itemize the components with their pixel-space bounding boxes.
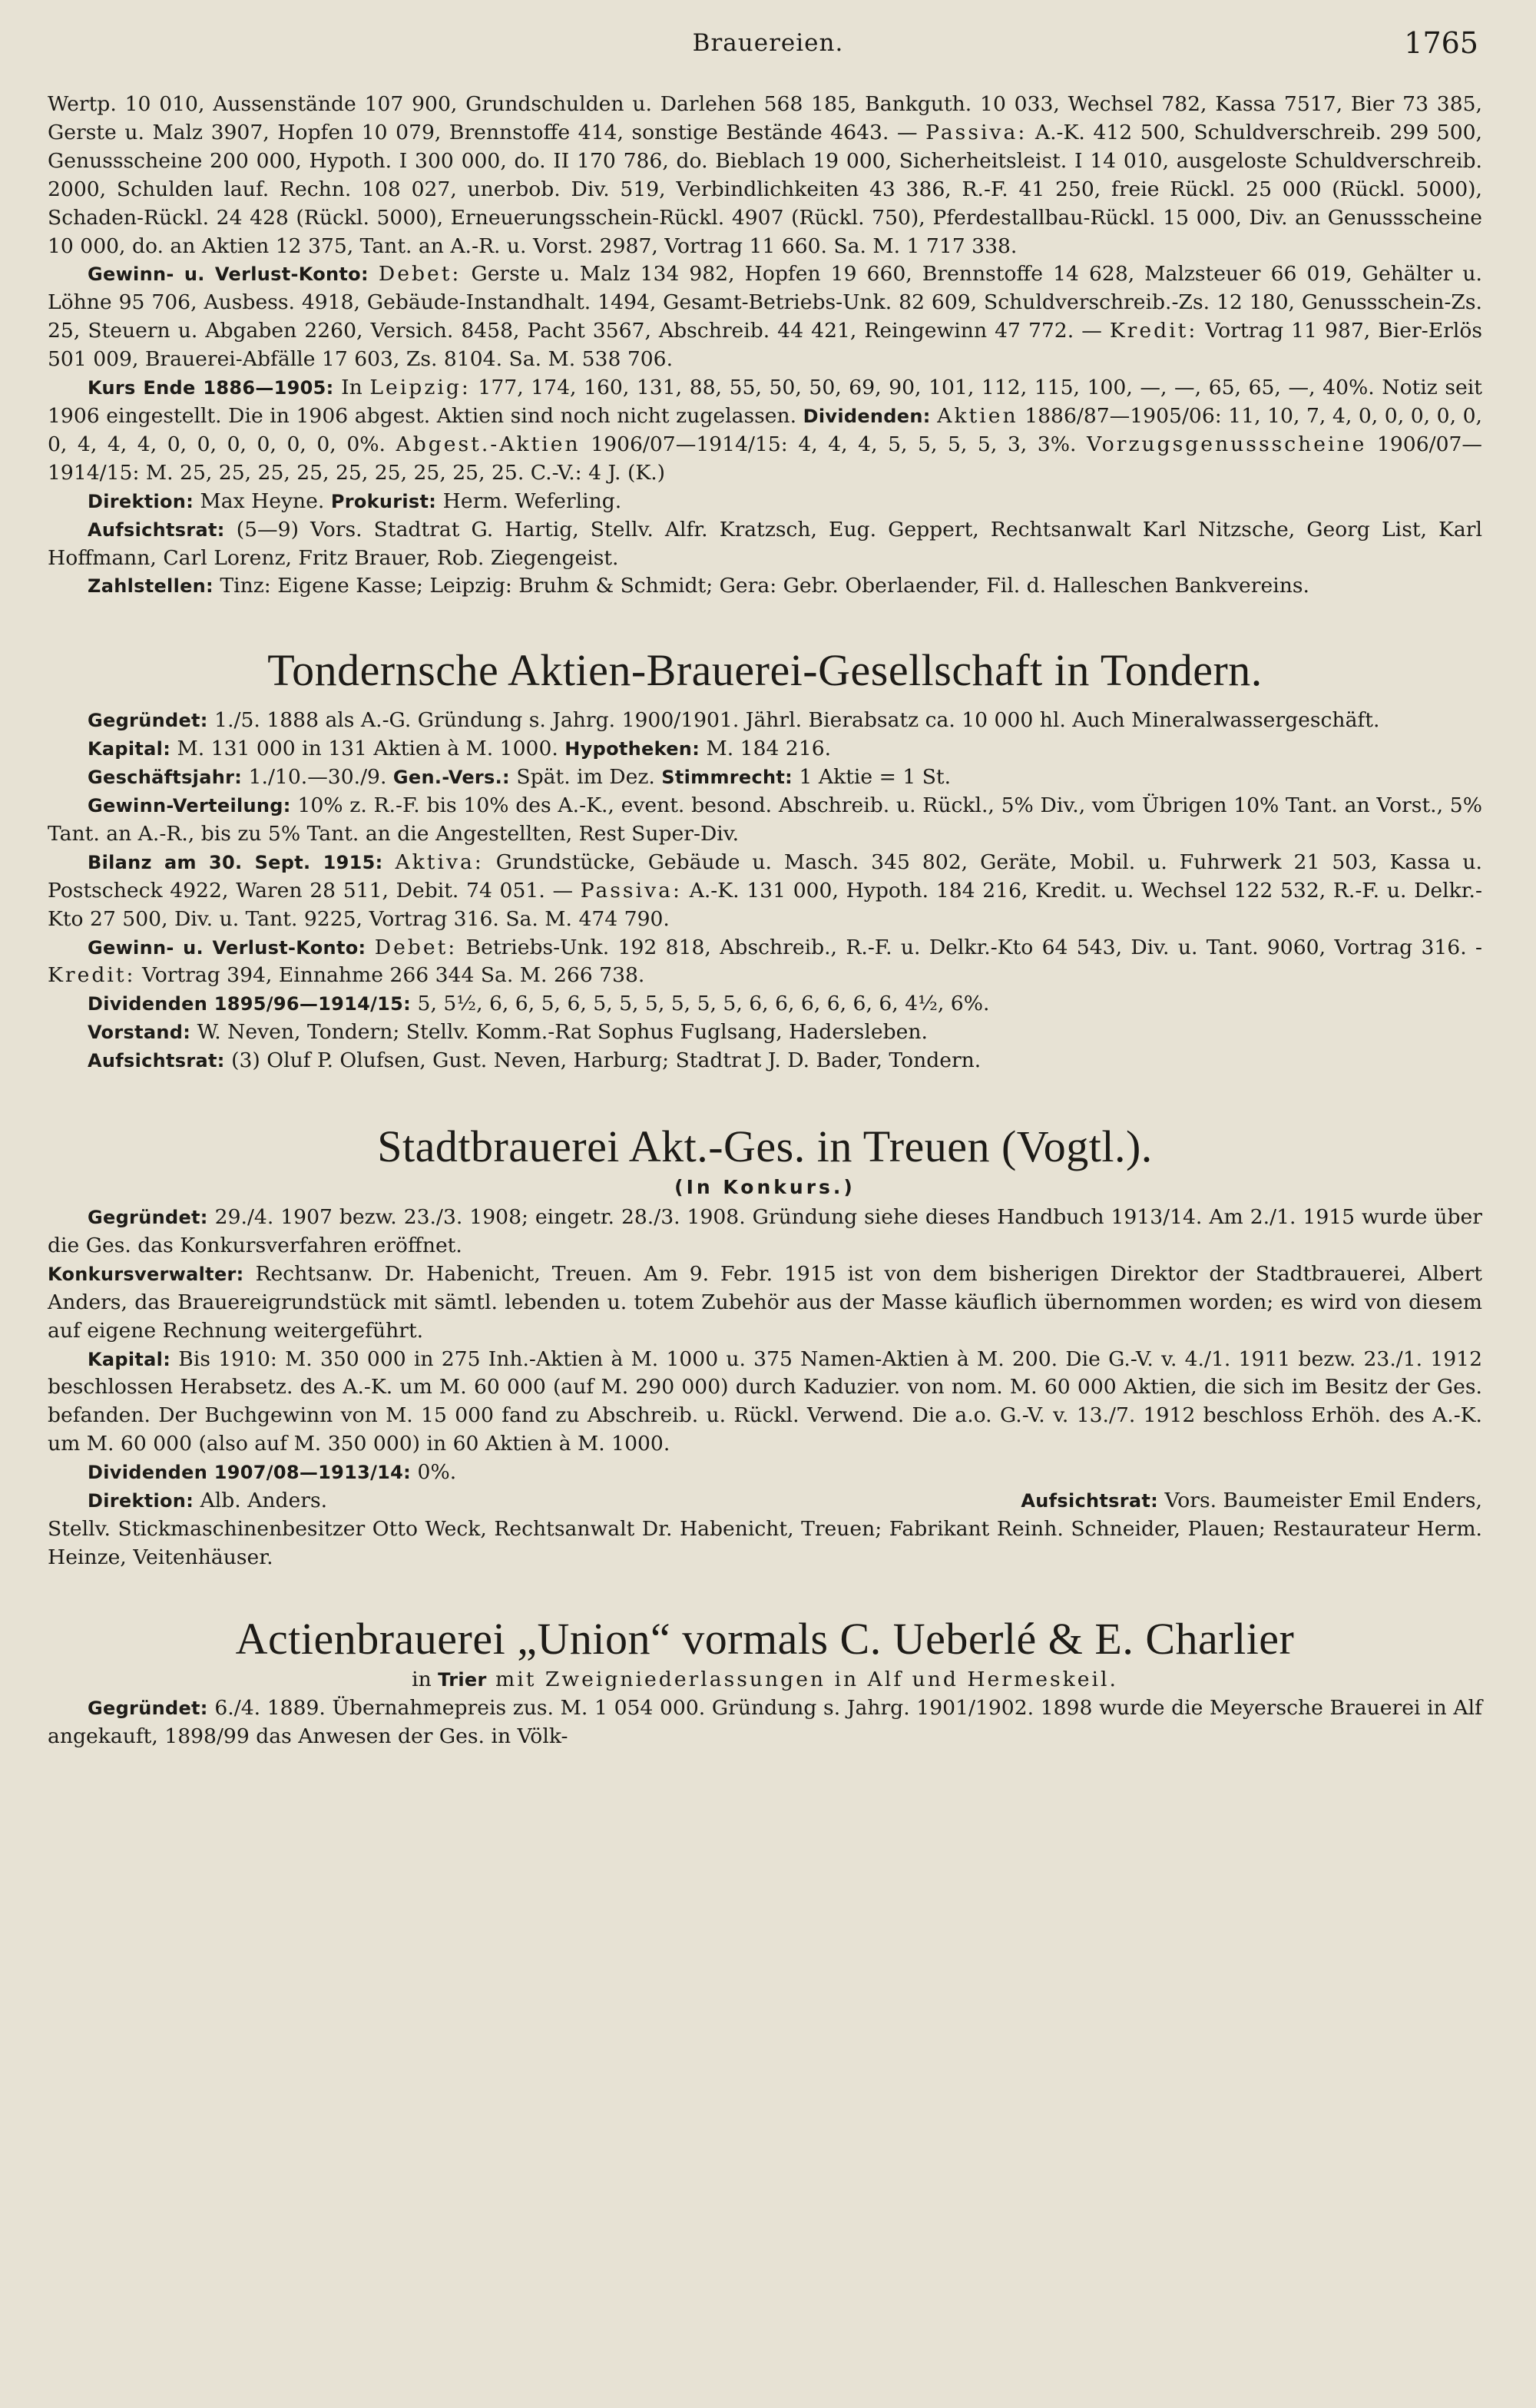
board: Vorstand: W. Neven, Tondern; Stellv. Komm.-Rat Sophus Fuglsang, Hadersleben.: [88, 1020, 928, 1045]
management-row: Direktion: Alb. Anders. Aufsichtsrat: Vors. Baumeister Emil Enders,: [88, 1489, 1482, 1513]
page-header: [0, 26, 1536, 83]
page-number: 1765: [1404, 26, 1478, 60]
dividends: Dividenden 1907/08—1913/14: 0%.: [88, 1460, 457, 1485]
supervisory-board: Aufsichtsrat: (5—9) Vors. Stadtrat G. Hartig, Stellv. Alfr. Kratzsch, Eug. Geppert, Rechtsanwalt Karl Nitzsche, Georg List, Karl Hoffmann, Carl Lorenz, Fritz Brauer, Rob. Ziegengeist.: [48, 517, 1482, 570]
business-year: Geschäftsjahr: 1./10.—30./9. Gen.-Vers.: Spät. im Dez. Stimmrecht: 1 Aktie = 1 St.: [88, 765, 952, 790]
share-prices-dividends: Kurs Ende 1886—1905: In Leipzig: 177, 174, 160, 131, 88, 55, 50, 50, 69, 90, 101, 112, 115, 100, —, —, 65, 65, —, 40%. Notiz seit 1906 eingestellt. Die in 1906 abgest. Aktien sind noch nicht zugelassen. Dividenden: Aktien 1886/87—1905/06: 11, 10, 7, 4, 0, 0, 0, 0, 0, 0, 4, 4, 4, 0, 0, 0, 0, 0, 0, 0%. Abgest.-Aktien 1906/07—1914/15: 4, 4, 4, 5, 5, 5, 5, 3, 3%. Vorzugsgenussscheine 1906/07—1914/15: M. 25, 25, 25, 25, 25, 25, 25, 25, 25. C.-V.: 4 J. (K.): [48, 376, 1483, 485]
receiver: Konkursverwalter: Rechtsanw. Dr. Habenicht, Treuen. Am 9. Febr. 1915 ist von dem bisherigen Direktor der Stadtbrauerei, Albert Anders, das Brauereigrundstück mit sämtl. lebenden u. totem Zubehör aus der Masse käuflich übernommen worden; es wird von diesem auf eigene Rechnung weitergeführt.: [48, 1261, 1482, 1343]
profit-distribution: Gewinn-Verteilung: 10% z. R.-F. bis 10% des A.-K., event. besond. Abschreib. u. Rückl., 5% Div., vom Übrigen 10% Tant. an Vorst., 5% Tant. an A.-R., bis zu 5% Tant. an die Angestellten, Rest Super-Div.: [48, 793, 1482, 846]
balance-sheet: Bilanz am 30. Sept. 1915: Aktiva: Grundstücke, Gebäude u. Masch. 345 802, Geräte, Mobil. u. Fuhrwerk 21 503, Kassa u. Postscheck 4922, Waren 28 511, Debit. 74 051. — Passiva: A.-K. 131 000, Hypoth. 184 216, Kredit. u. Wechsel 122 532, R.-F. u. Delkr.-Kto 27 500, Div. u. Tant. 9225, Vortrag 316. Sa. M. 474 790.: [48, 850, 1482, 931]
profit-loss-account: Gewinn- u. Verlust-Konto: Debet: Gerste u. Malz 134 982, Hopfen 19 660, Brennstoffe 14 628, Malzsteuer 66 019, Gehälter u. Löhne 95 706, Ausbess. 4918, Gebäude-Instandhalt. 1494, Gesamt-Betriebs-Unk. 82 609, Schuldverschreib.-Zs. 12 180, Genussschein-Zs. 25, Steuern u. Abgaben 2260, Versich. 8458, Pacht 3567, Abschreib. 44 421, Reingewinn 47 772. — Kredit: Vortrag 11 987, Bier-Erlös 501 009, Brauerei-Abfälle 17 603, Zs. 8104. Sa. M. 538 706.: [48, 262, 1482, 372]
running-title: Brauereien.: [692, 29, 844, 57]
capital: Kapital: M. 131 000 in 131 Aktien à M. 1000. Hypotheken: M. 184 216.: [88, 737, 832, 761]
profit-loss-account: Gewinn- u. Verlust-Konto: Debet: Betriebs-Unk. 192 818, Abschreib., R.-F. u. Delkr.-Kto 64 543, Div. u. Tant. 9060, Vortrag 316. - Kredit: Vortrag 394, Einnahme 266 344 Sa. M. 266 738.: [48, 935, 1482, 988]
management: Direktion: Max Heyne. Prokurist: Herm. Weferling.: [88, 489, 622, 513]
section-title-treuen: Stadtbrauerei Akt.-Ges. in Treuen (Vogtl.).: [377, 1121, 1153, 1172]
section-title-tondern: Tondernsche Aktien-Brauerei-Gesellschaft in Tondern.: [267, 645, 1263, 696]
text-body: [48, 91, 1482, 1751]
supervisory-board: Aufsichtsrat: (3) Oluf P. Olufsen, Gust. Neven, Harburg; Stadtrat J. D. Bader, Tondern.: [88, 1048, 982, 1073]
section-subtitle: in Trier mit Zweigniederlassungen in Alf und Hermeskeil.: [412, 1667, 1118, 1691]
balance-continuation: Wertp. 10 010, Aussenstände 107 900, Grundschulden u. Darlehen 568 185, Bankguth. 10 033, Wechsel 782, Kassa 7517, Bier 73 385, Gerste u. Malz 3907, Hopfen 10 079, Brennstoffe 414, sonstige Bestände 4643. — Passiva: A.-K. 412 500, Schuldverschreib. 299 500, Genussscheine 200 000, Hypoth. I 300 000, do. II 170 786, do. Bieblach 19 000, Sicherheitsleist. I 14 010, ausgeloste Schuldverschreib. 2000, Schulden lauf. Rechn. 108 027, unerbob. Div. 519, Verbindlichkeiten 43 386, R.-F. 41 250, freie Rückl. 25 000 (Rückl. 5000), Schaden-Rückl. 24 428 (Rückl. 5000), Erneuerungsschein-Rückl. 4907 (Rückl. 750), Pferdestallbau-Rückl. 15 000, Div. an Genussscheine 10 000, do. an Aktien 12 375, Tant. an A.-R. u. Vorst. 2987, Vortrag 11 660. Sa. M. 1 717 338.: [48, 92, 1483, 258]
dividends: Dividenden 1895/96—1914/15: 5, 5½, 6, 6, 5, 6, 5, 5, 5, 5, 5, 5, 6, 6, 6, 6, 6, 6, 4½, 6%.: [88, 992, 990, 1016]
capital: Kapital: Bis 1910: M. 350 000 in 275 Inh.-Aktien à M. 1000 u. 375 Namen-Aktien à M. 200. Die G.-V. v. 4./1. 1911 bezw. 23./1. 1912 beschlossen Herabsetz. des A.-K. um M. 60 000 (auf M. 290 000) durch Kaduzier. von nom. M. 60 000 Aktien, die sich im Besitz der Ges. befanden. Der Buchgewinn von M. 15 000 fand zu Abschreib. u. Rückl. Verwend. Die a.o. G.-V. v. 13./7. 1912 beschloss Erhöh. des A.-K. um M. 60 000 (also auf M. 350 000) in 60 Aktien à M. 1000.: [48, 1346, 1482, 1456]
founded: Gegründet: 29./4. 1907 bezw. 23./3. 1908; eingetr. 28./3. 1908. Gründung siehe dieses Handbuch 1913/14. Am 2./1. 1915 wurde über die Ges. das Konkursverfahren eröffnet.: [48, 1205, 1482, 1257]
section-subtitle: (In Konkurs.): [674, 1176, 856, 1199]
section-title-union-trier: Actienbrauerei „Union“ vormals C. Ueberlé & E. Charlier: [235, 1613, 1295, 1664]
supervisory-board: Stellv. Stickmaschinenbesitzer Otto Weck, Rechtsanwalt Dr. Habenicht, Treuen; Fabrikant Reinh. Schneider, Plauen; Restaurateur Herm. Heinze, Veitenhäuser.: [48, 1516, 1482, 1569]
founded: Gegründet: 6./4. 1889. Übernahmepreis zus. M. 1 054 000. Gründung s. Jahrg. 1901/1902. 1898 wurde die Meyersche Brauerei in Alf angekauft, 1898/99 das Anwesen der Ges. in Völk-: [48, 1695, 1482, 1748]
founded: Gegründet: 1./5. 1888 als A.-G. Gründung s. Jahrg. 1900/1901. Jährl. Bierabsatz ca. 10 000 hl. Auch Mineralwassergeschäft.: [88, 708, 1380, 733]
paying-agents: Zahlstellen: Tinz: Eigene Kasse; Leipzig: Bruhm & Schmidt; Gera: Gebr. Oberlaender, Fil. d. Halleschen Bankvereins.: [88, 574, 1309, 598]
